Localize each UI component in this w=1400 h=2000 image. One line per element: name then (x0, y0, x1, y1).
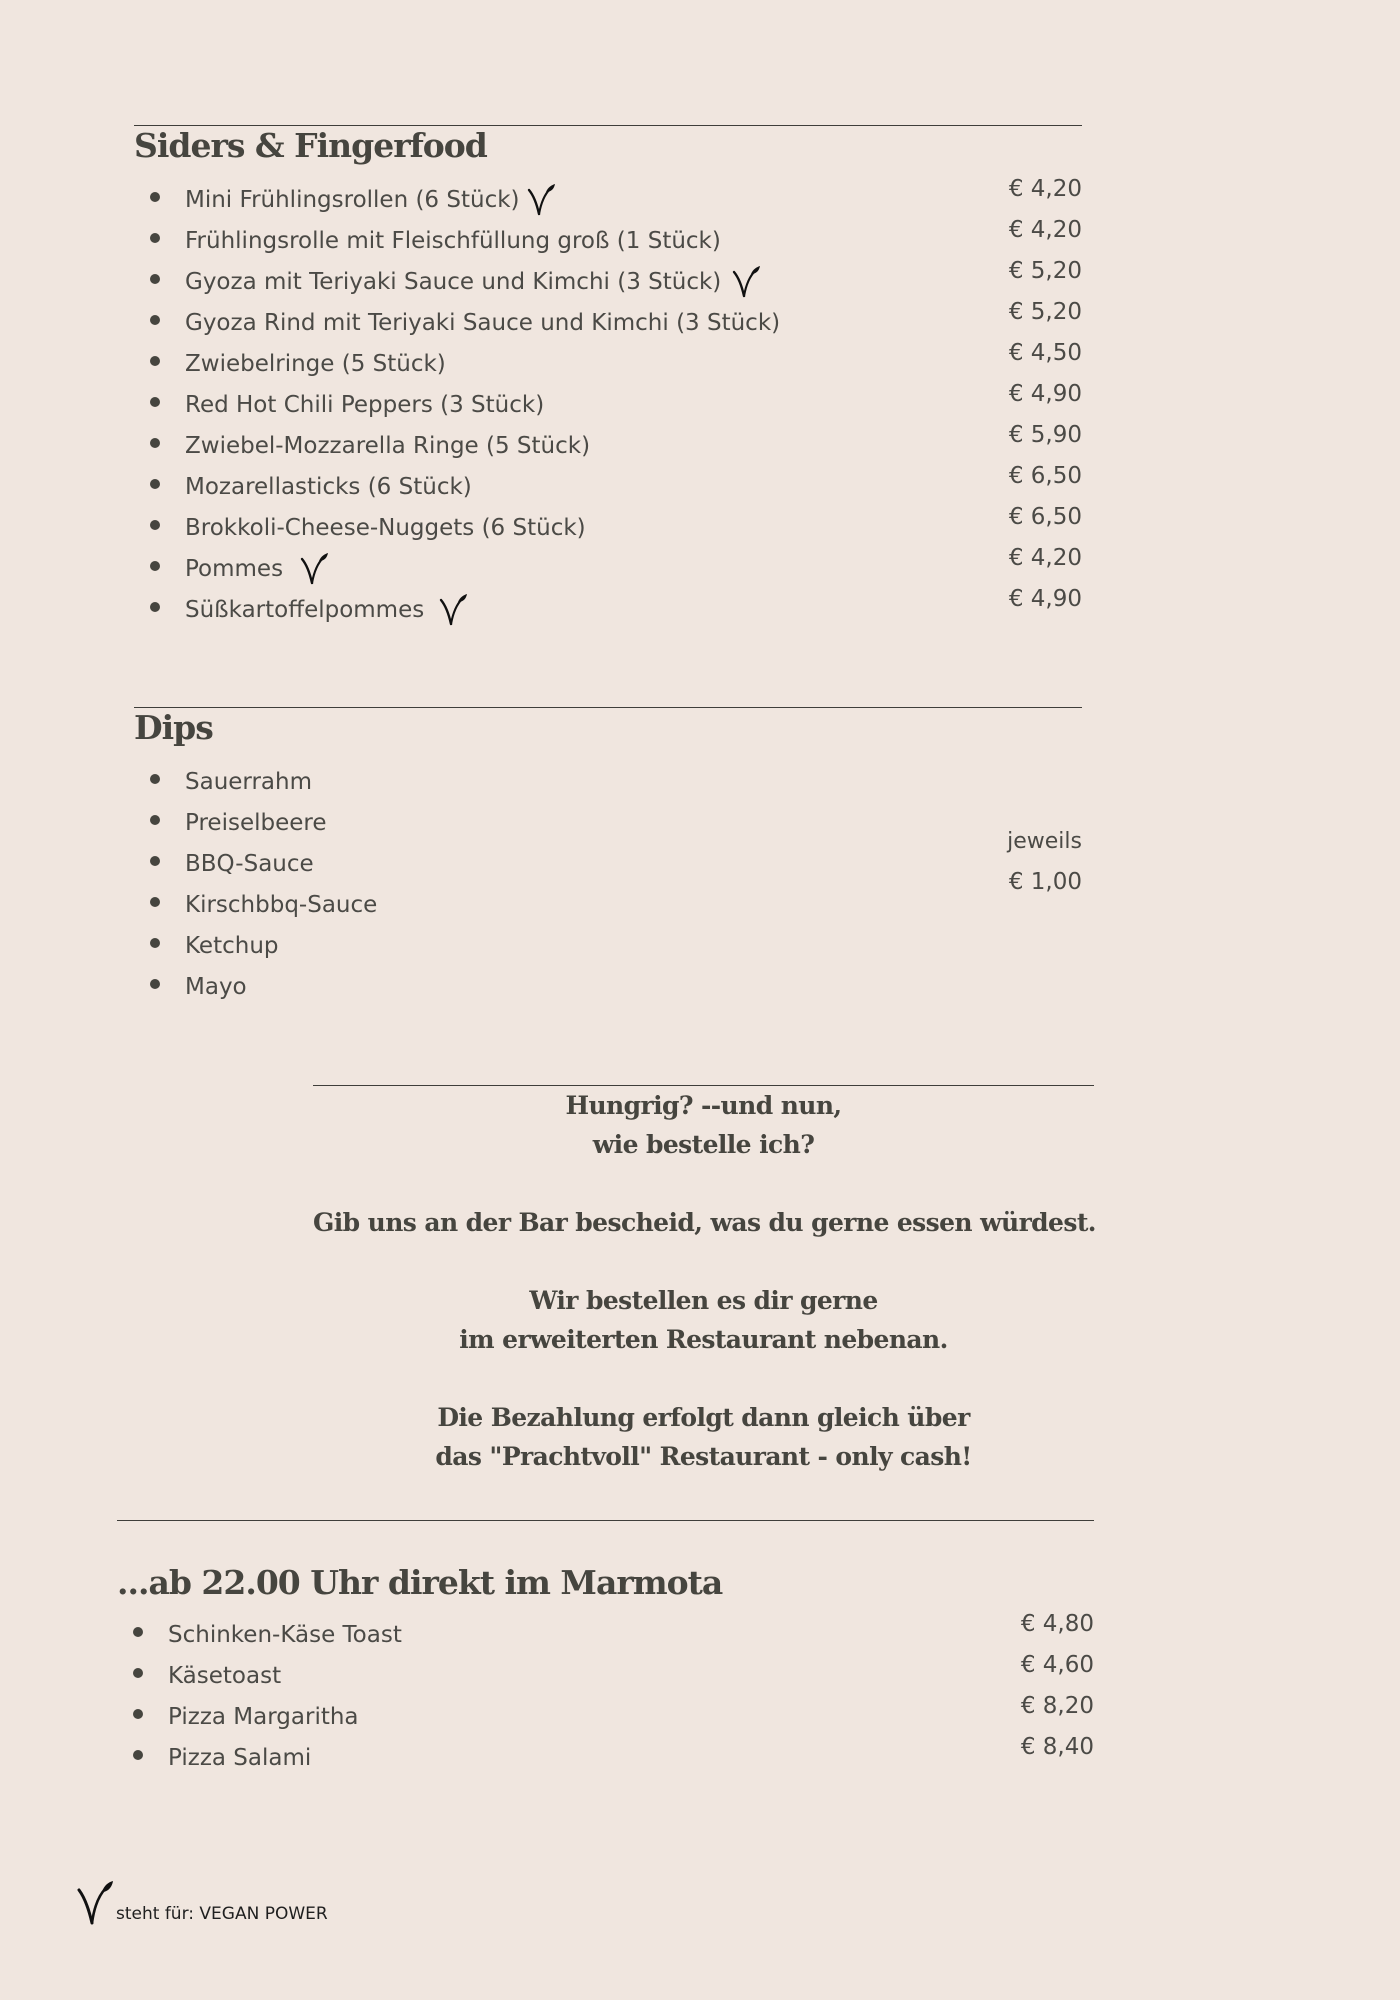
info-line: Die Bezahlung erfolgt dann gleich über (437, 1403, 970, 1432)
item-label: Frühlingsrolle mit Fleischfüllung groß (1 Stück) (185, 227, 721, 254)
siders-item-list (150, 179, 950, 630)
item-price: € 4,50 (1008, 340, 1082, 366)
item-price: € 5,90 (1008, 422, 1082, 448)
item-label: Sauerrahm (185, 768, 313, 795)
item-label: Gyoza mit Teriyaki Sauce und Kimchi (3 Stück) (185, 268, 722, 295)
bullet-icon (150, 979, 160, 989)
menu-item (150, 220, 950, 261)
info-spacer (313, 1242, 1094, 1281)
vegan-legend-text: steht für: VEGAN POWER (116, 1904, 328, 1924)
info-spacer (313, 1359, 1094, 1398)
item-label: Schinken-Käse Toast (168, 1621, 402, 1648)
item-price: € 4,20 (1008, 545, 1082, 571)
info-line: wie bestelle ich? (592, 1130, 815, 1159)
item-label: Pizza Salami (168, 1744, 312, 1771)
bullet-icon (133, 1750, 143, 1760)
dip-item (150, 843, 650, 884)
menu-item (150, 466, 950, 507)
item-price: € 6,50 (1008, 504, 1082, 530)
bullet-icon (150, 315, 160, 325)
order-info-text (313, 1086, 1094, 1476)
bullet-icon (150, 897, 160, 907)
item-label: BBQ-Sauce (185, 850, 314, 877)
vegan-leaf-icon (438, 593, 468, 627)
bullet-icon (150, 438, 160, 448)
vegan-leaf-icon (76, 1880, 114, 1926)
bullet-icon (133, 1668, 143, 1678)
bullet-icon (150, 479, 160, 489)
menu-item (150, 589, 950, 630)
menu-item (133, 1737, 733, 1778)
siders-price-list (900, 169, 1082, 620)
bullet-icon (150, 938, 160, 948)
item-label: Mozarellasticks (6 Stück) (185, 473, 472, 500)
dip-item (150, 925, 650, 966)
siders-heading: Siders & Fingerfood (134, 126, 487, 165)
bullet-icon (150, 397, 160, 407)
item-label: Ketchup (185, 932, 279, 959)
item-price: € 4,90 (1008, 381, 1082, 407)
bullet-icon (150, 856, 160, 866)
menu-item (150, 548, 950, 589)
info-line: Hungrig? --und nun, (565, 1091, 842, 1120)
item-price: € 4,20 (1008, 176, 1082, 202)
late-night-price-list (912, 1604, 1094, 1768)
item-label: Pommes (185, 555, 284, 582)
item-price: € 5,20 (1008, 299, 1082, 325)
menu-item (150, 384, 950, 425)
bullet-icon (150, 192, 160, 202)
bullet-icon (150, 561, 160, 571)
late-night-item-list (133, 1614, 733, 1778)
bullet-icon (150, 233, 160, 243)
dip-item (150, 966, 650, 1007)
info-spacer (313, 1164, 1094, 1203)
info-line: Gib uns an der Bar bescheid, was du gerne essen würdest. (313, 1208, 1096, 1237)
item-price: € 4,90 (1008, 586, 1082, 612)
info-line: im erweiterten Restaurant nebenan. (459, 1325, 948, 1354)
item-label: Süßkartoffelpommes (185, 596, 425, 623)
item-label: Mini Frühlingsrollen (6 Stück) (185, 186, 520, 213)
bullet-icon (150, 274, 160, 284)
bullet-icon (150, 774, 160, 784)
menu-item (150, 261, 950, 302)
vegan-leaf-icon (526, 183, 556, 217)
late-night-heading: ...ab 22.00 Uhr direkt im Marmota (117, 1563, 723, 1602)
menu-item (133, 1655, 733, 1696)
item-label: Mayo (185, 973, 247, 1000)
menu-item (133, 1614, 733, 1655)
item-label: Zwiebel-Mozzarella Ringe (5 Stück) (185, 432, 591, 459)
menu-item (133, 1696, 733, 1737)
item-price: € 8,20 (1020, 1693, 1094, 1719)
dip-item (150, 802, 650, 843)
vegan-leaf-icon (731, 265, 761, 299)
item-price: € 5,20 (1008, 258, 1082, 284)
menu-item (150, 302, 950, 343)
dips-price-prefix: jeweils (1007, 829, 1082, 854)
bullet-icon (150, 520, 160, 530)
bullet-icon (150, 815, 160, 825)
item-label: Brokkoli-Cheese-Nuggets (6 Stück) (185, 514, 586, 541)
menu-item (150, 507, 950, 548)
bullet-icon (150, 602, 160, 612)
dip-item (150, 884, 650, 925)
dips-top-rule (134, 707, 1082, 708)
item-label: Gyoza Rind mit Teriyaki Sauce und Kimchi (3 Stück) (185, 309, 781, 336)
vegan-legend (76, 1880, 328, 1926)
item-label: Red Hot Chili Peppers (3 Stück) (185, 391, 545, 418)
dips-item-list (150, 761, 650, 1007)
item-price: € 4,80 (1020, 1611, 1094, 1637)
info-line: das "Prachtvoll" Restaurant - only cash! (435, 1442, 972, 1471)
menu-item (150, 425, 950, 466)
dips-heading: Dips (134, 708, 213, 747)
bullet-icon (150, 356, 160, 366)
menu-item (150, 179, 950, 220)
item-price: € 4,60 (1020, 1652, 1094, 1678)
item-label: Zwiebelringe (5 Stück) (185, 350, 446, 377)
item-label: Preiselbeere (185, 809, 327, 836)
bullet-icon (133, 1709, 143, 1719)
bullet-icon (133, 1627, 143, 1637)
item-price: € 6,50 (1008, 463, 1082, 489)
item-label: Pizza Margaritha (168, 1703, 359, 1730)
vegan-leaf-icon (299, 552, 329, 586)
item-price: € 4,20 (1008, 217, 1082, 243)
late-night-top-rule (117, 1520, 1094, 1521)
info-line: Wir bestellen es dir gerne (529, 1286, 878, 1315)
dips-price: € 1,00 (1008, 869, 1082, 895)
menu-item (150, 343, 950, 384)
dip-item (150, 761, 650, 802)
dips-price-block (900, 822, 1082, 902)
item-price: € 8,40 (1020, 1734, 1094, 1760)
item-label: Kirschbbq-Sauce (185, 891, 378, 918)
item-label: Käsetoast (168, 1662, 282, 1689)
